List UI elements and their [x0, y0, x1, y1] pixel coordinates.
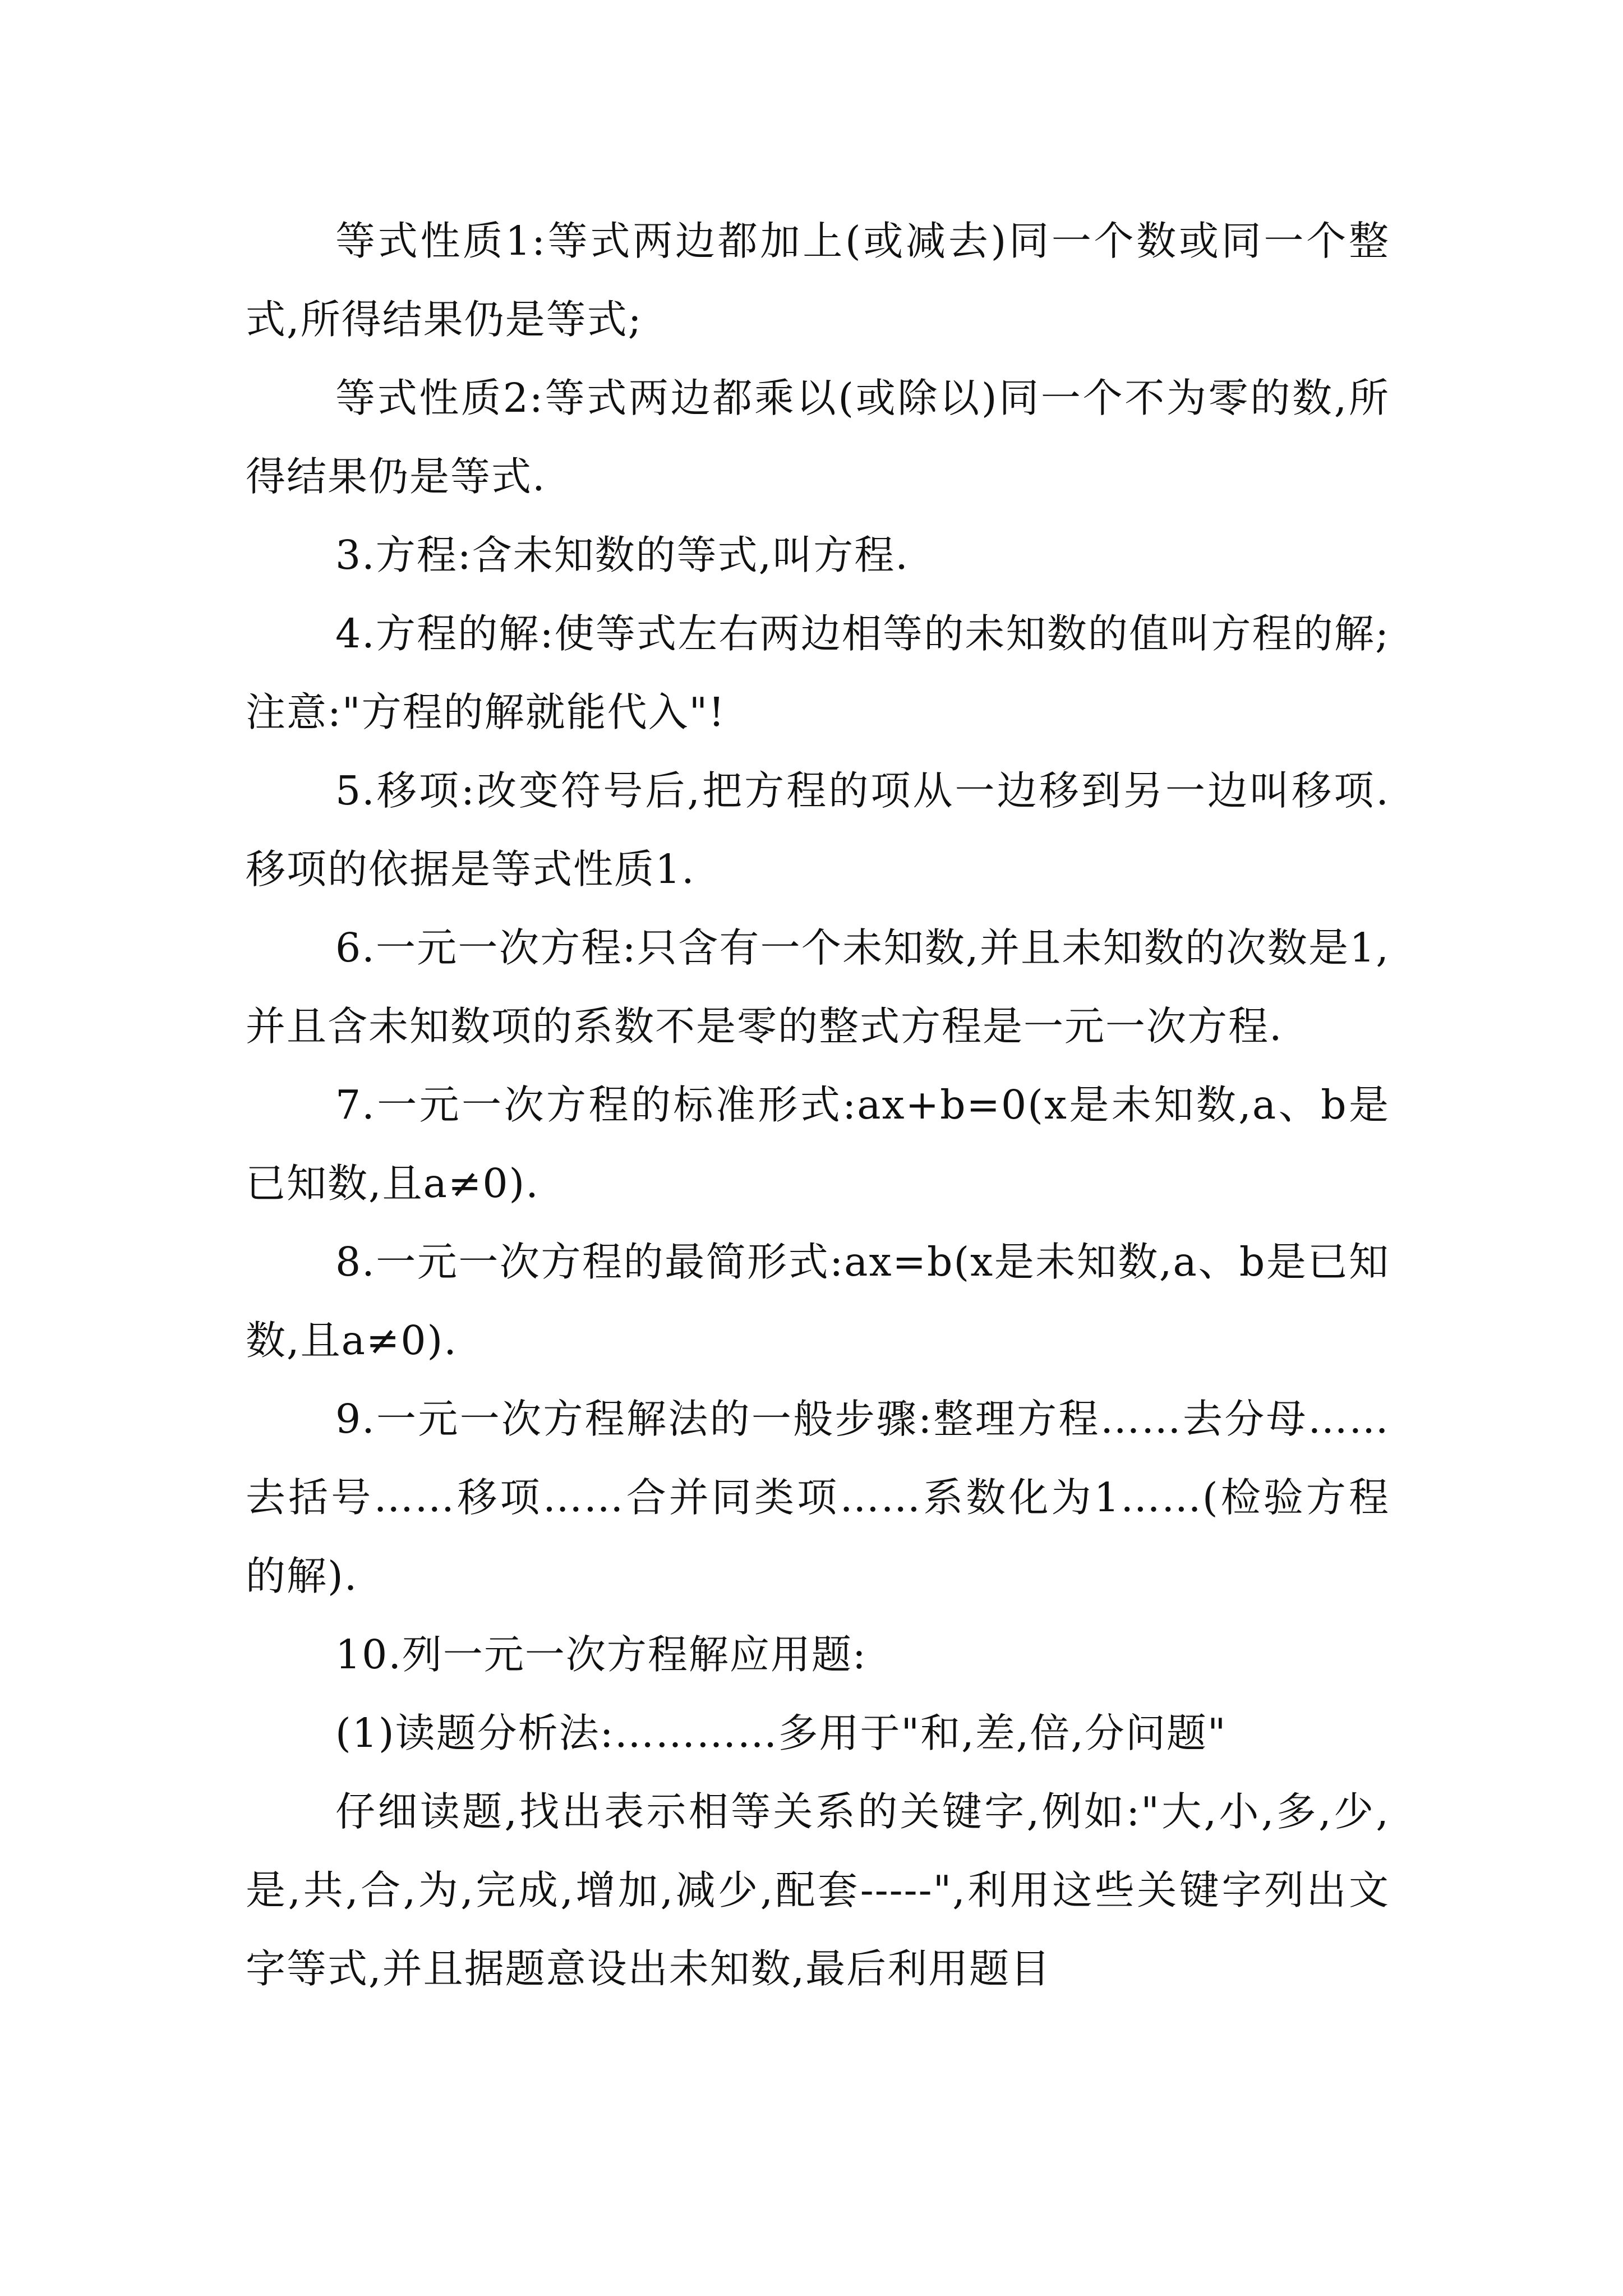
paragraph-simplest-form: 8.一元一次方程的最简形式:ax=b(x是未知数,a、b是已知数,且a≠0). — [246, 1239, 1390, 1364]
paragraph-solution-steps: 9.一元一次方程解法的一般步骤:整理方程……去分母……去括号……移项……合并同类项……系数化为1……(检验方程的解). — [246, 1396, 1390, 1599]
paragraph-reading-analysis: (1)读题分析法:…………多用于"和,差,倍,分问题" — [335, 1710, 1227, 1756]
paragraph-linear-equation: 6.一元一次方程:只含有一个未知数,并且未知数的次数是1,并且含未知数项的系数不是零的整式方程是一元一次方程. — [246, 924, 1390, 1050]
paragraph-equation-definition: 3.方程:含未知数的等式,叫方程. — [335, 532, 909, 578]
paragraph-equality-property-2: 等式性质2:等式两边都乘以(或除以)同一个不为零的数,所得结果仍是等式. — [246, 375, 1390, 500]
paragraph-standard-form: 7.一元一次方程的标准形式:ax+b=0(x是未知数,a、b是已知数,且a≠0). — [246, 1082, 1390, 1207]
paragraph-equation-solution: 4.方程的解:使等式左右两边相等的未知数的值叫方程的解;注意:"方程的解就能代入"! — [246, 610, 1390, 735]
paragraph-transposition: 5.移项:改变符号后,把方程的项从一边移到另一边叫移项.移项的依据是等式性质1. — [246, 767, 1390, 892]
document-page — [246, 202, 1390, 2008]
paragraph-equality-property-1: 等式性质1:等式两边都加上(或减去)同一个数或同一个整式,所得结果仍是等式; — [246, 218, 1390, 343]
paragraph-word-problems: 10.列一元一次方程解应用题: — [335, 1631, 867, 1678]
paragraph-keywords: 仔细读题,找出表示相等关系的关键字,例如:"大,小,多,少,是,共,合,为,完成,增加,减少,配套-----",利用这些关键字列出文字等式,并且据题意设出未知数,最后利用题目 — [246, 1788, 1390, 1992]
